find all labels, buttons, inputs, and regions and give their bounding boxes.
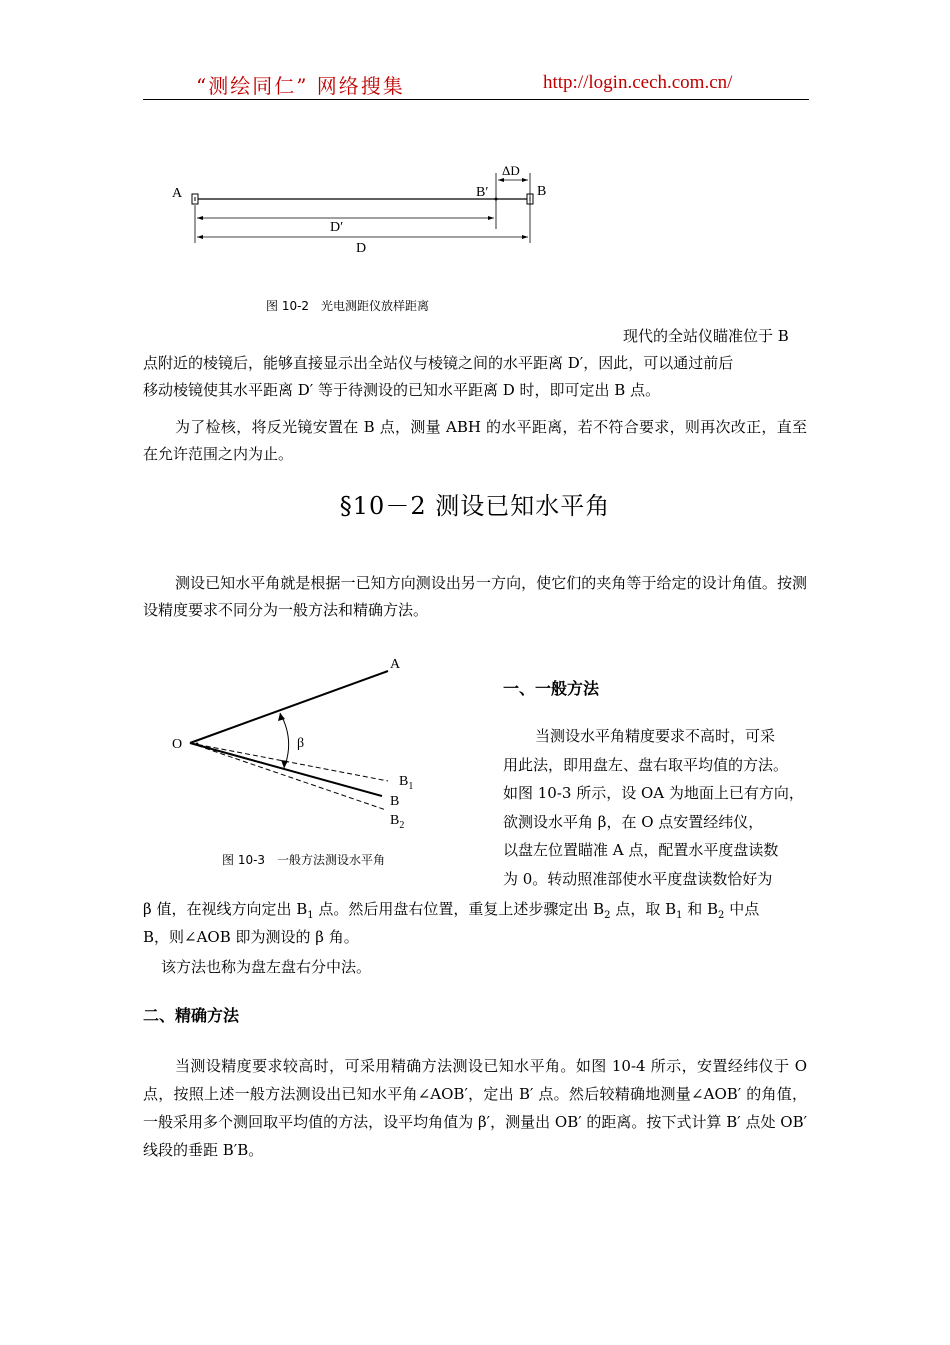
method1-line-8: B，则∠AOB 即为测设的 β 角。 (143, 928, 359, 946)
label-Bprime: B′ (476, 185, 489, 200)
method1-line-9: 该方法也称为盘左盘右分中法。 (161, 958, 372, 976)
paragraph-1-line-1: 现代的全站仪瞄准位于 B (623, 327, 789, 345)
paragraph-3: 测设已知水平角就是根据一已知方向测设出另一方向，使它们的夹角等于给定的设计角值。按测设精度要求不同分为一般方法和精确方法。 (143, 574, 807, 619)
header-divider (143, 99, 809, 100)
label-Dprime: D′ (330, 220, 344, 235)
label-B: B (390, 794, 400, 809)
paragraph-2: 为了检核，将反光镜安置在 B 点，测量 ABH 的水平距离，若不符合要求，则再次改正，直至在允许范围之内为止。 (143, 418, 807, 463)
label-beta: β (297, 736, 305, 751)
label-O: O (172, 737, 183, 752)
paragraph-1-line-3: 移动棱镜使其水平距离 D′ 等于待测设的已知水平距离 D 时，即可定出 B 点。 (143, 381, 661, 399)
label-D: D (356, 241, 367, 256)
paragraph-1-line-2: 点附近的棱镜后，能够直接显示出全站仪与棱镜之间的水平距离 D′，因此，可以通过前后 (143, 354, 734, 372)
header-url[interactable]: http://login.cech.com.cn/ (543, 72, 733, 93)
label-B2: $B_2$ (390, 813, 405, 831)
method1-line-2: 用此法，即用盘左、盘右取平均值的方法。 (503, 755, 789, 774)
line-OA (190, 671, 388, 743)
method1-block (503, 722, 808, 893)
line-OB (190, 743, 382, 796)
figure-10-2-caption: 图 10-2 光电测距仪放样距离 (266, 299, 430, 313)
method1-line-5: 以盘左位置瞄准 A 点，配置水平度盘读数 (503, 841, 779, 859)
subsection-precise-method: 二、精确方法 (143, 1006, 240, 1025)
figure-10-3 (160, 650, 430, 835)
label-deltaD: ΔD (502, 163, 520, 178)
method1-line-3: 如图 10-3 所示，设 OA 为地面上已有方向， (503, 784, 804, 802)
subsection-general-method: 一、一般方法 (503, 679, 600, 698)
section-title: §10－2 测设已知水平角 (339, 492, 611, 520)
figure-10-3-caption: 图 10-3 一般方法测设水平角 (222, 853, 386, 867)
paragraph-4: 当测设精度要求较高时，可采用精确方法测设已知水平角。如图 10-4 所示，安置经纬仪于 O 点，按照上述一般方法测设出已知水平角∠AOB′，定出 B′ 点。然后较精确地测量∠AOB′ 的角值，一般采用多个测回取平均值的方法，设平均角值为 β′，测量出 OB′ 的距离。按下式计算 B′ 点处 OB′ 线段的垂距 B′B。 (143, 1057, 807, 1159)
header-left-text: “测绘同仁” 网络搜集 (196, 74, 405, 98)
method1-line-6: 为 0。转动照准部使水平度盘读数恰好为 (503, 869, 773, 888)
method1-line-7: β 值，在视线方向定出 $B_1$ 点。然后用盘右位置，重复上述步骤定出 $B_2$ 点，取 $B_1$ 和 $B_2$ 中点 (143, 900, 760, 921)
label-A: A (390, 657, 401, 672)
method1-line-1: 当测设水平角精度要求不高时，可采 (535, 727, 776, 745)
label-B: B (537, 184, 547, 199)
label-A: A (172, 186, 183, 201)
angle-beta-arc (280, 713, 289, 768)
figure-10-2 (160, 155, 580, 265)
method1-line-4: 欲测设水平角 β，在 O 点安置经纬仪， (503, 812, 764, 831)
label-B1: $B_1$ (399, 774, 414, 792)
